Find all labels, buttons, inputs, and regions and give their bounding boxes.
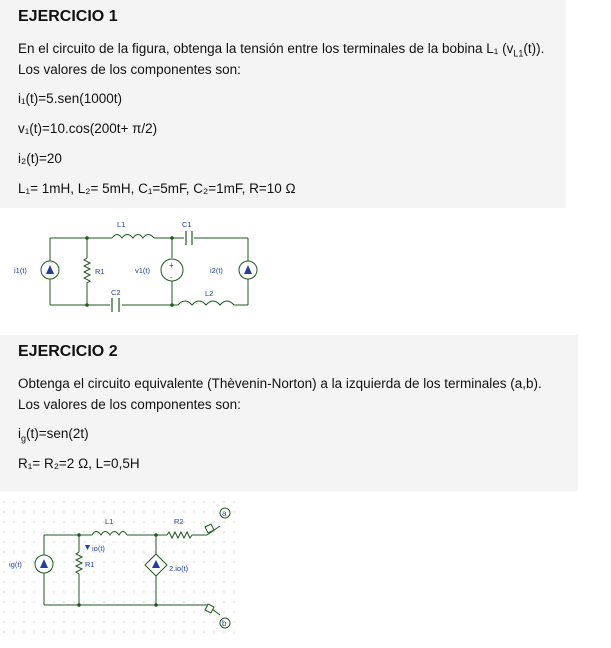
- label-io: io(t): [92, 544, 105, 553]
- label-i1: i1(t): [14, 266, 27, 275]
- label-ig: ig(t): [9, 560, 22, 569]
- label-l1: L1: [117, 220, 126, 229]
- exercise-2-panel: [0, 335, 578, 491]
- capacitor-c2-symbol: [112, 298, 119, 312]
- current-source-ig-symbol: [35, 555, 53, 573]
- circuit-2-figure: [2, 500, 240, 636]
- label-v1: v1(t): [135, 266, 150, 275]
- i2-expression: i₂(t)=20: [18, 151, 62, 166]
- label-l1: L1: [105, 517, 114, 526]
- exercise-1-title: EJERCICIO 1: [18, 8, 118, 25]
- exercise-1-statement-line2: Los valores de los componentes son:: [18, 62, 241, 77]
- label-c2: C2: [111, 288, 121, 297]
- label-l2: L2: [205, 289, 214, 298]
- circuit-1-figure: [2, 218, 265, 324]
- ig-expression: $i_g(t)=sen(2t)$: [18, 426, 89, 444]
- label-minus: -: [170, 273, 173, 282]
- inductor-l2-symbol: [178, 301, 234, 305]
- label-r1: R1: [95, 267, 105, 276]
- exercise-1-statement: En el circuito de la figura, obtenga la tensión entre los terminales de la bobina L₁ $(v_{L1}(t))$.: [18, 41, 545, 59]
- component-values: L₁= 1mH, L₂= 5mH, C₁=5mF, C₂=1mF, R=10 Ω: [18, 181, 296, 196]
- capacitor-c1-symbol: [186, 231, 192, 245]
- label-dependent-source: 2.io(t): [169, 564, 189, 573]
- resistor-r1-symbol: [84, 258, 90, 286]
- label-c1: C1: [182, 220, 192, 229]
- exercise-2-statement-line2: Los valores de los componentes son:: [18, 397, 241, 412]
- current-source-i2-symbol: [239, 261, 257, 279]
- inductor-l1-symbol: [112, 235, 154, 239]
- label-terminal-a: a: [222, 509, 227, 518]
- circuit-1-diagram: [2, 218, 265, 324]
- exercise-2-title: EJERCICIO 2: [18, 343, 118, 360]
- label-terminal-b: b: [222, 619, 227, 628]
- component-values-2: R₁= R₂=2 Ω, L=0,5H: [18, 456, 140, 471]
- exercise-2-statement: Obtenga el circuito equivalente (Thèvenin-Norton) a la izquierda de los terminales (a,b).: [18, 376, 542, 391]
- label-r1: R1: [85, 560, 95, 569]
- label-r2: R2: [174, 517, 184, 526]
- current-source-i1-symbol: [41, 261, 59, 279]
- label-plus: +: [169, 261, 174, 270]
- label-i2: i2(t): [210, 266, 223, 275]
- circuit-2-diagram: [2, 500, 240, 636]
- v1-expression: v₁(t)=10.cos(200t+ π/2): [18, 121, 158, 136]
- i1-expression: i₁(t)=5.sen(1000t): [18, 91, 122, 106]
- exercise-1-panel: [0, 0, 566, 208]
